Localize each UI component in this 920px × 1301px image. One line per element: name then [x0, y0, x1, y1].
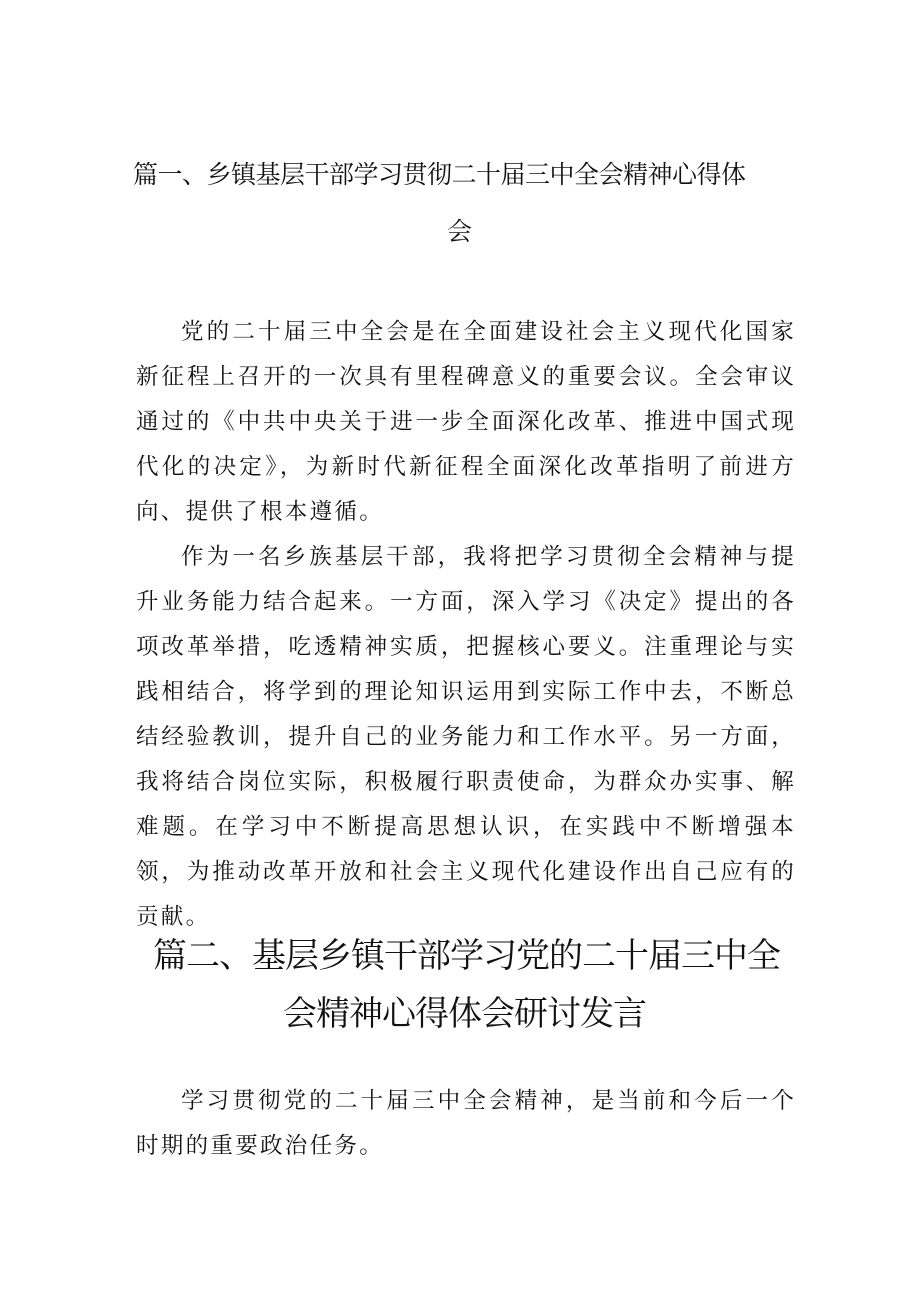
section2-paragraph-1: 学习贯彻党的二十届三中全会精神，是当前和今后一个时期的重要政治任务。: [136, 1088, 796, 1159]
section2-body: [136, 1079, 796, 1169]
section2-title-line2: 会精神心得体会研讨发言: [283, 994, 646, 1034]
section1-title-line1: 篇一、乡镇基层干部学习贯彻二十届三中全会精神心得体: [133, 160, 746, 189]
section1-title-line2: 会: [447, 217, 472, 246]
section2-title-line1: 篇二、基层乡镇干部学习党的二十届三中全: [153, 936, 780, 976]
section1-paragraph-1: 党的二十届三中全会是在全面建设社会主义现代化国家新征程上召开的一次具有里程碑意义的重要会议。全会审议通过的《中共中央关于进一步全面深化改革、推进中国式现代化的决定》，为新时代新征程全面深化改革指明了前进方向、提供了根本遵循。: [136, 319, 796, 525]
section1-body: [136, 310, 796, 940]
section1-paragraph-2: 作为一名乡族基层干部，我将把学习贯彻全会精神与提升业务能力结合起来。一方面，深入学习《决定》提出的各项改革举措，吃透精神实质，把握核心要义。注重理论与实践相结合，将学到的理论知识运用到实际工作中去，不断总结经验教训，提升自己的业务能力和工作水平。另一方面，我将结合岗位实际，积极履行职责使命，为群众办实事、解难题。在学习中不断提高思想认识，在实践中不断增强本领，为推动改革开放和社会主义现代化建设作出自己应有的贡献。: [136, 544, 796, 930]
